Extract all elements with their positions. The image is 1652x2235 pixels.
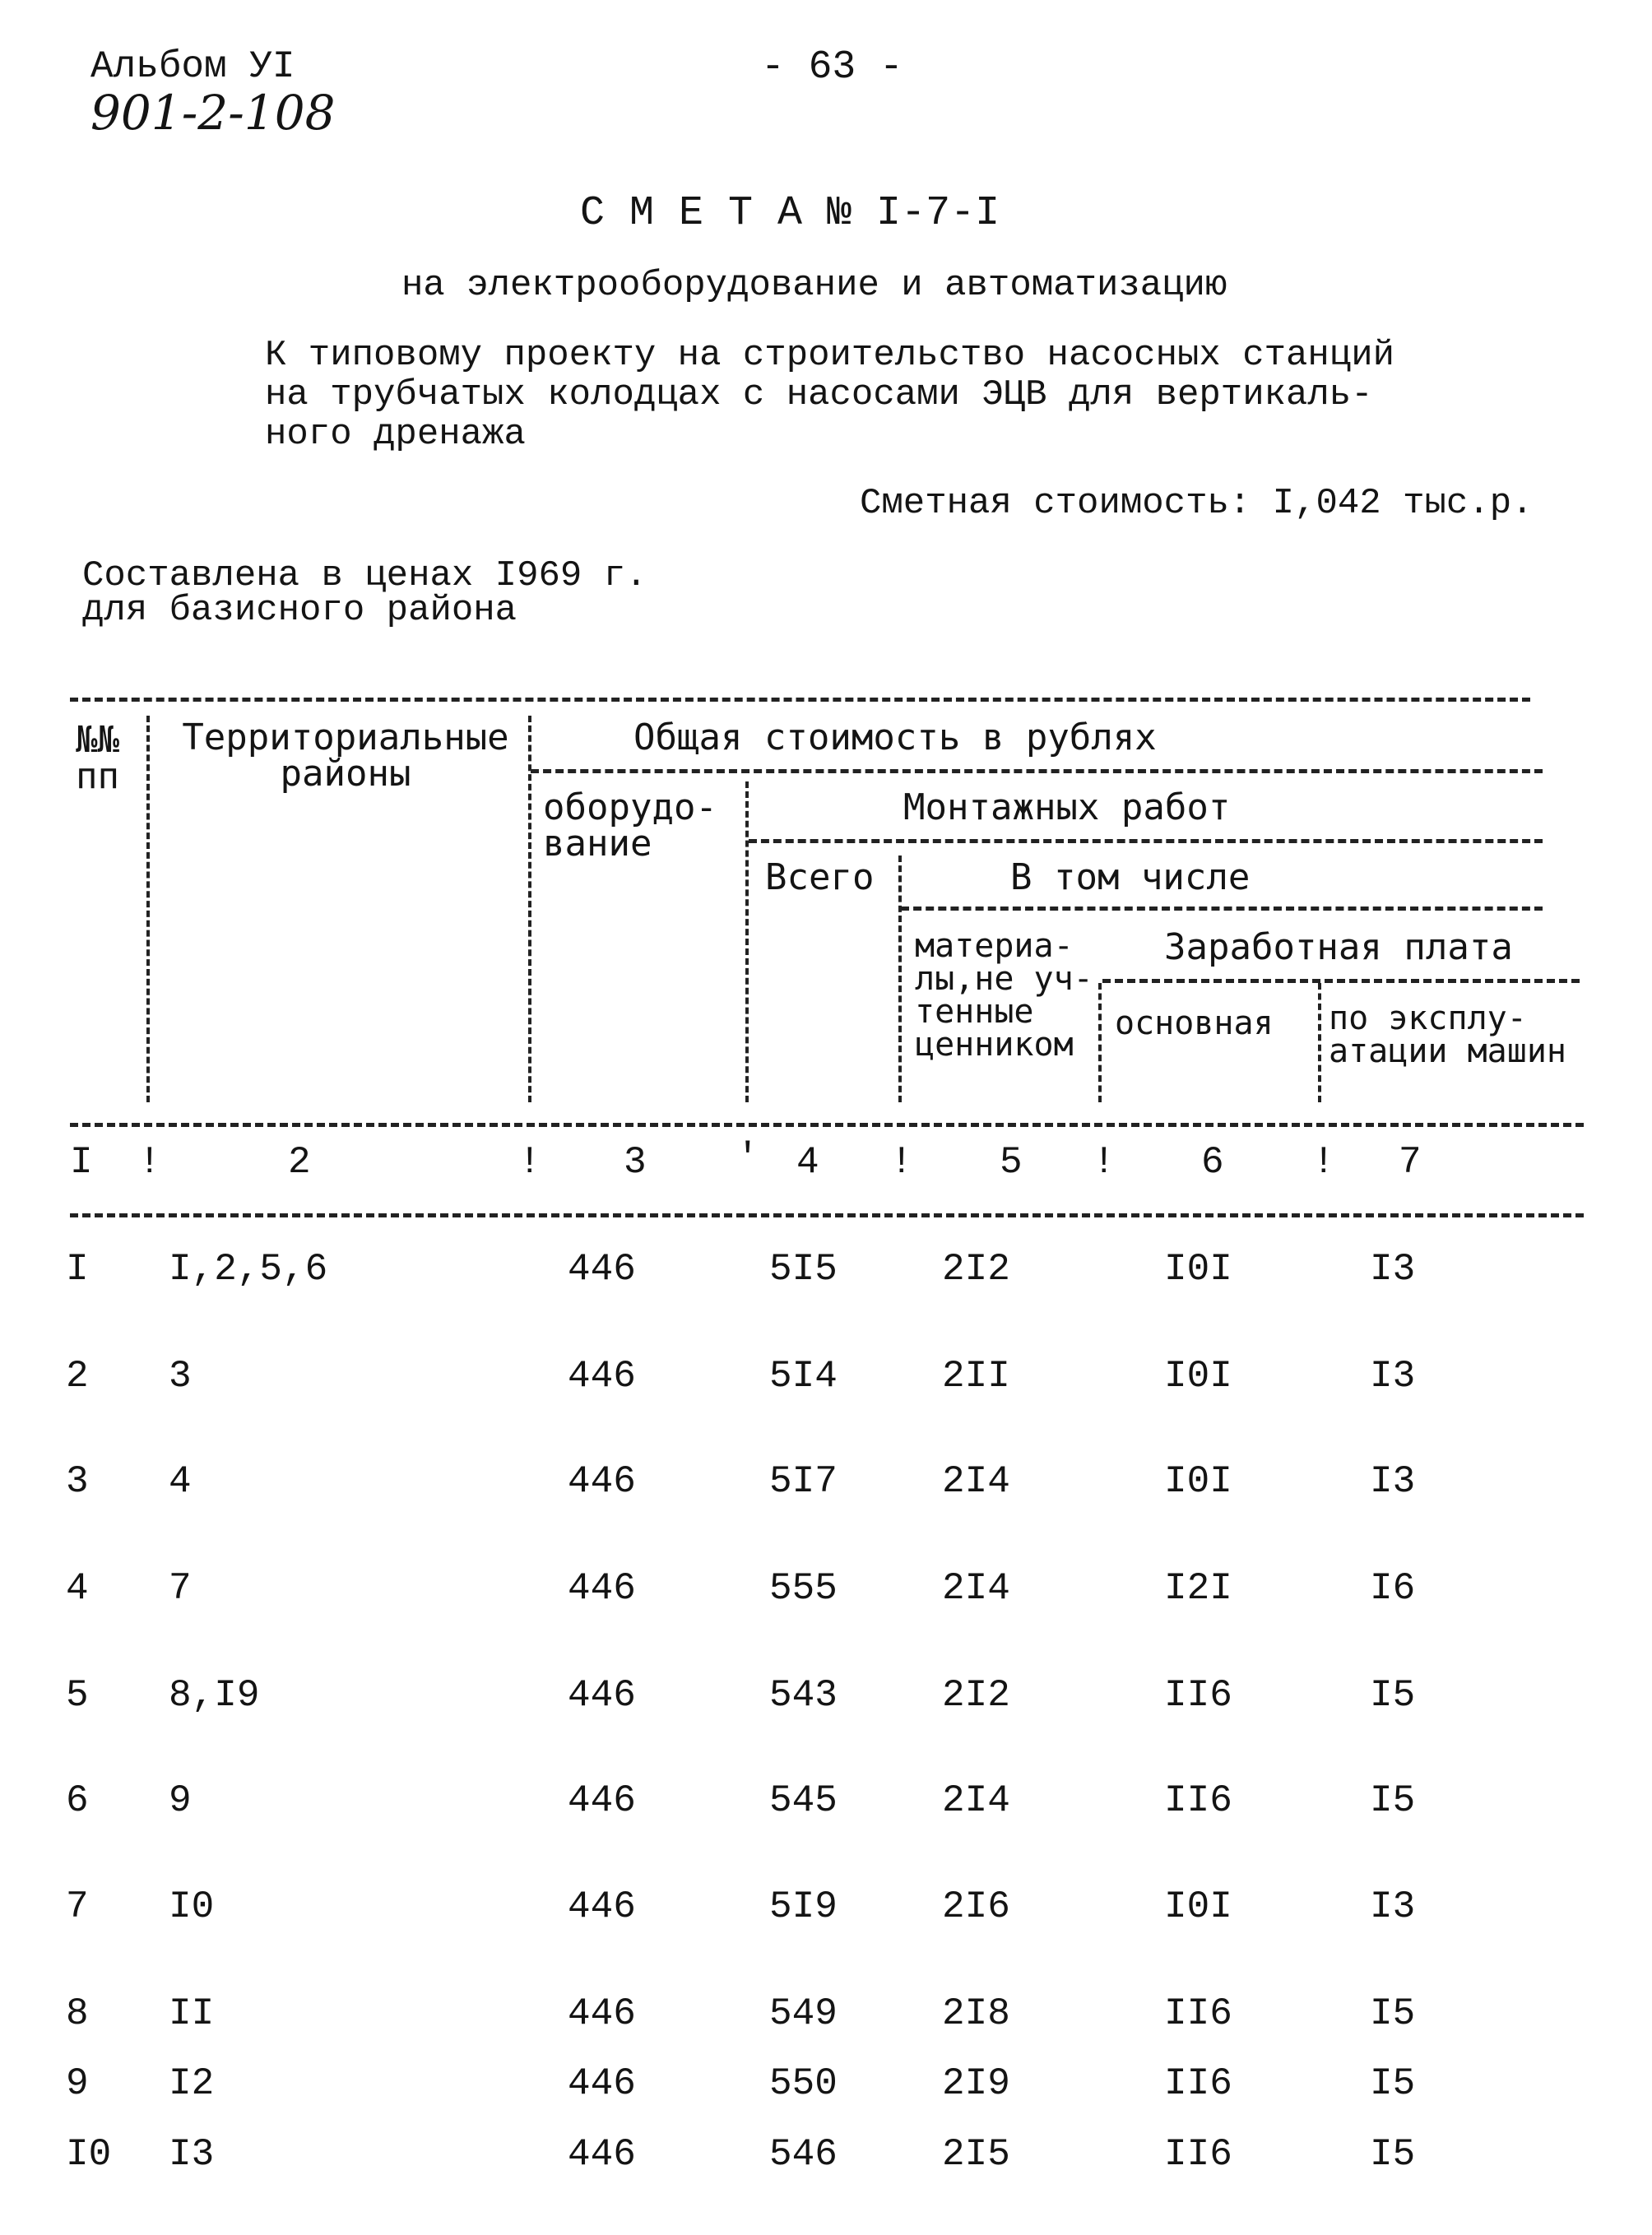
cell-machines: I3	[1370, 1248, 1416, 1291]
colnum-sep: !	[890, 1141, 913, 1184]
cell-materials: 2I4	[942, 1460, 1010, 1503]
table-top-rule	[70, 698, 1530, 702]
cell-machines: I5	[1370, 1779, 1416, 1822]
cell-materials: 2I8	[942, 1992, 1010, 2035]
cell-equipment: 446	[568, 1355, 636, 1398]
cell-equipment: 446	[568, 1992, 636, 2035]
album-number: 901-2-108	[90, 85, 336, 141]
prices-line-2: для базисного района	[82, 590, 517, 631]
colnum-sep: !	[138, 1141, 161, 1184]
col-sep-1	[146, 716, 150, 1102]
cell-n: 6	[66, 1779, 89, 1822]
cell-equipment: 446	[568, 1248, 636, 1291]
cell-machines: I5	[1370, 2062, 1416, 2105]
colnum-sep: !	[1093, 1141, 1116, 1184]
project-line-3: ного дренажа	[265, 414, 526, 455]
header-materials: материа- лы,не уч- тенные ценником	[915, 927, 1093, 1064]
colnum-3: 3	[624, 1141, 647, 1184]
table-body-rule	[70, 1213, 1584, 1217]
cell-materials: 2I9	[942, 2062, 1010, 2105]
cell-equipment: 446	[568, 1567, 636, 1610]
prices-line-1: Составлена в ценах I969 г.	[82, 555, 647, 596]
project-line-1: К типовому проекту на строительство насосных станций	[265, 335, 1395, 376]
cell-basic: II6	[1164, 1674, 1232, 1717]
colnum-2: 2	[288, 1141, 311, 1184]
cell-n: 4	[66, 1567, 89, 1610]
cell-equipment: 446	[568, 1674, 636, 1717]
album-label: Альбом УI	[90, 45, 295, 88]
document-title: С М Е Т А № I-7-I	[580, 190, 1000, 237]
cell-basic: II6	[1164, 1992, 1232, 2035]
header-including: В том числе	[1010, 856, 1251, 898]
colnum-sep: !	[1312, 1141, 1335, 1184]
cell-region: 4	[169, 1460, 192, 1503]
document-subtitle: на электрооборудование и автоматизацию	[401, 265, 1227, 306]
cell-materials: 2I4	[942, 1567, 1010, 1610]
cell-total: 5I5	[769, 1248, 838, 1291]
header-equipment: оборудо- вание	[543, 786, 717, 865]
cell-total: 5I7	[769, 1460, 838, 1503]
cell-basic: II6	[1164, 2062, 1232, 2105]
cell-total: 549	[769, 1992, 838, 2035]
colnum-4: 4	[796, 1141, 819, 1184]
cell-materials: 2I4	[942, 1779, 1010, 1822]
cell-materials: 2I2	[942, 1674, 1010, 1717]
cell-basic: I0I	[1164, 1355, 1232, 1398]
cell-total: 5I4	[769, 1355, 838, 1398]
colnum-5: 5	[1000, 1141, 1023, 1184]
header-rule-3	[901, 907, 1543, 911]
cell-n: 2	[66, 1355, 89, 1398]
cell-region: 9	[169, 1779, 192, 1822]
colnum-7: 7	[1399, 1141, 1422, 1184]
estimated-cost: Сметная стоимость: I,042 тыс.р.	[860, 483, 1534, 524]
cell-equipment: 446	[568, 2062, 636, 2105]
cell-machines: I5	[1370, 1674, 1416, 1717]
cell-basic: I0I	[1164, 1248, 1232, 1291]
cell-equipment: 446	[568, 1779, 636, 1822]
header-total-cost: Общая стоимость в рублях	[633, 716, 1157, 758]
cell-machines: I3	[1370, 1885, 1416, 1928]
cell-total: 5I9	[769, 1885, 838, 1928]
cell-region: I2	[169, 2062, 215, 2105]
cell-total: 545	[769, 1779, 838, 1822]
page-number: - 63 -	[761, 45, 903, 90]
col-sep-4	[898, 856, 902, 1102]
header-rule-1	[531, 769, 1543, 773]
cell-equipment: 446	[568, 1885, 636, 1928]
cell-n: I0	[66, 2133, 112, 2176]
cell-basic: I0I	[1164, 1460, 1232, 1503]
project-line-2: на трубчатых колодцах с насосами ЭЦВ для вертикаль-	[265, 374, 1373, 415]
cell-materials: 2I2	[942, 1248, 1010, 1291]
cell-basic: I2I	[1164, 1567, 1232, 1610]
header-num: №№ пп	[76, 719, 119, 797]
cell-total: 546	[769, 2133, 838, 2176]
cell-n: 7	[66, 1885, 89, 1928]
header-salary: Заработная плата	[1164, 926, 1513, 968]
colnum-sep: '	[736, 1137, 759, 1180]
header-total: Всего	[765, 856, 875, 898]
cell-region: I0	[169, 1885, 215, 1928]
cell-region: 3	[169, 1355, 192, 1398]
cell-machines: I3	[1370, 1355, 1416, 1398]
col-sep-3	[745, 781, 749, 1102]
cell-machines: I5	[1370, 2133, 1416, 2176]
header-installation: Монтажных работ	[903, 786, 1231, 828]
cell-region: 7	[169, 1567, 192, 1610]
cell-basic: I0I	[1164, 1885, 1232, 1928]
cell-region: I,2,5,6	[169, 1248, 328, 1291]
cell-region: II	[169, 1992, 215, 2035]
header-rule-4	[1102, 979, 1580, 983]
cell-region: I3	[169, 2133, 215, 2176]
header-rule-2	[749, 839, 1543, 843]
cell-basic: II6	[1164, 2133, 1232, 2176]
cell-equipment: 446	[568, 1460, 636, 1503]
cell-n: 8	[66, 1992, 89, 2035]
col-sep-2	[528, 716, 531, 1102]
cell-total: 543	[769, 1674, 838, 1717]
colnum-1: I	[70, 1141, 93, 1184]
colnum-6: 6	[1201, 1141, 1224, 1184]
col-sep-6	[1318, 983, 1321, 1102]
cell-total: 555	[769, 1567, 838, 1610]
header-machines: по эксплу- атации машин	[1329, 999, 1566, 1070]
cell-n: 9	[66, 2062, 89, 2105]
cell-equipment: 446	[568, 2133, 636, 2176]
cell-machines: I3	[1370, 1460, 1416, 1503]
cell-region: 8,I9	[169, 1674, 260, 1717]
header-bottom-rule	[70, 1123, 1584, 1127]
cell-total: 550	[769, 2062, 838, 2105]
cell-materials: 2II	[942, 1355, 1010, 1398]
header-basic: основная	[1115, 1004, 1274, 1042]
cell-n: 5	[66, 1674, 89, 1717]
cell-machines: I6	[1370, 1567, 1416, 1610]
cell-materials: 2I6	[942, 1885, 1010, 1928]
cell-n: 3	[66, 1460, 89, 1503]
cell-basic: II6	[1164, 1779, 1232, 1822]
cell-materials: 2I5	[942, 2133, 1010, 2176]
cell-machines: I5	[1370, 1992, 1416, 2035]
cell-n: I	[66, 1248, 89, 1291]
colnum-sep: !	[518, 1141, 541, 1184]
header-regions: Территориальные районы	[182, 716, 509, 795]
